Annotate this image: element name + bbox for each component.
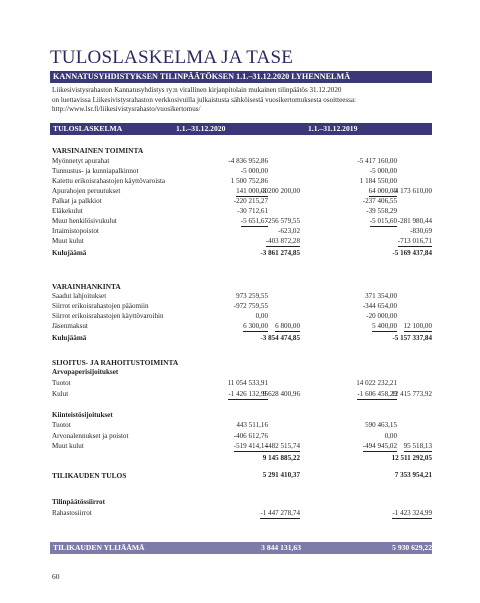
table-row [0, 432, 480, 441]
row-value-c3: -1 606 458,29 [357, 390, 397, 398]
table-row [0, 471, 480, 480]
row-label: Irtaimistopoistot [52, 227, 99, 235]
row-value-c1: 973 259,55 [236, 292, 268, 300]
row-value-c1: -972 759,55 [233, 302, 268, 310]
intro-line: on luettavissa Liikesivistysrahaston verkkosivuilla julkaistusta sähköisestä vuosikertomuksesta osoitteessa: [52, 95, 357, 104]
row-value-c3: 0,00 [384, 432, 397, 440]
table-header-bar [50, 123, 432, 135]
table-row [0, 157, 480, 166]
table-row [0, 207, 480, 216]
row-label: Tunnustus- ja kunniapalkinnot [52, 167, 139, 175]
surplus-bar [50, 542, 432, 554]
row-value-c3: -5 417 160,00 [357, 157, 397, 165]
row-value-c4: -5 157 337,84 [392, 334, 432, 342]
table-row [0, 282, 480, 291]
subtitle-bar: KANNATUSYHDISTYKSEN TILINPÄÄTÖKSEN 1.1.–31.12.2020 LYHENNELMÄ [50, 71, 432, 83]
row-value-c4: -1 423 324,99 [392, 509, 432, 517]
row-value-c1: 1 500 752,86 [230, 177, 268, 185]
row-label: Palkat ja palkkiot [52, 197, 102, 205]
row-label: VARAINHANKINTA [52, 282, 121, 291]
table-row [0, 379, 480, 388]
row-label: SIJOITUS- JA RAHOITUSTOIMINTA [52, 358, 179, 367]
table-row [0, 358, 480, 367]
row-value-c2: 6 800,00 [275, 322, 300, 330]
table-header-label: TULOSLASKELMA [53, 124, 123, 133]
row-value-c1: -220 215,27 [233, 197, 268, 205]
row-label: Rahastosiirrot [52, 509, 92, 517]
row-value-c4: -713 016,71 [397, 237, 432, 245]
row-label: Kulut [52, 390, 69, 398]
intro-url: http://www.lsr.fi/liikesivistysrahasto/vuosikertomus/ [52, 105, 201, 114]
row-value-c2: 9 145 885,22 [262, 454, 300, 462]
row-label: Muut kulut [52, 237, 84, 245]
row-value-c1: -30 712,61 [237, 207, 268, 215]
table-row [0, 421, 480, 430]
row-value-c2: -256 579,55 [265, 217, 300, 225]
row-value-c4: -4 173 610,00 [392, 187, 432, 195]
row-value-c3: -5 015,60 [369, 217, 397, 225]
table-row [0, 411, 480, 420]
row-label: Kulujäämä [52, 249, 87, 257]
page-number: 60 [52, 572, 60, 581]
table-row [0, 390, 480, 399]
table-row [0, 498, 480, 507]
table-row [0, 368, 480, 377]
row-value-c4: 95 518,13 [403, 442, 432, 450]
table-row [0, 217, 480, 226]
row-value-c4: 7 353 954,21 [394, 471, 432, 479]
row-label: Arvonalennukset ja poistot [52, 432, 129, 440]
table-row [0, 146, 480, 155]
row-label: Siirrot erikoisrahastojen käyttövaroihin [52, 312, 164, 320]
row-value-c1: -4 836 952,86 [228, 157, 268, 165]
table-row [0, 237, 480, 246]
intro-line: Liikesivistysrahaston Kannatusyhdistys ry:n virallinen kirjanpitolain mukainen tilinpäätös 31.12.2020 [52, 86, 342, 94]
row-value-c4: -281 980,44 [397, 217, 432, 225]
row-label: Kulujäämä [52, 334, 87, 342]
row-value-c2: -3 200 200,00 [260, 187, 300, 195]
row-value-c4: 12 100,00 [403, 322, 432, 330]
row-value-c1: -5 651,67 [240, 217, 268, 225]
row-value-c1: -406 612,76 [233, 432, 268, 440]
table-row [0, 334, 480, 343]
row-value-c3: 1 184 550,00 [359, 177, 397, 185]
table-row [0, 509, 480, 518]
row-value-c1: -1 426 132,95 [228, 390, 268, 398]
row-value-c3: 14 022 232,21 [356, 379, 397, 387]
table-header-period-current: 1.1.–31.12.2020 [176, 124, 226, 133]
table-row [0, 312, 480, 321]
row-label: Myönnetyt apurahat [52, 157, 110, 165]
table-row [0, 454, 480, 463]
surplus-label: TILIKAUDEN YLIJÄÄMÄ [53, 543, 145, 552]
row-label: Muut henkilösivukulut [52, 217, 117, 225]
row-label: VARSINAINEN TOIMINTA [52, 146, 144, 155]
row-value-c2: -3 861 274,85 [260, 249, 300, 257]
table-row [0, 177, 480, 186]
intro-text [52, 86, 432, 115]
table-row [0, 322, 480, 331]
row-value-c4: -5 169 437,84 [392, 249, 432, 257]
row-label: Apurahojen peruutukset [52, 187, 121, 195]
row-label: Saadut lahjoitukset [52, 292, 107, 300]
row-value-c4: -830,69 [410, 227, 432, 235]
row-value-c1: 443 511,16 [236, 421, 268, 429]
row-label: Tuotot [52, 421, 71, 429]
row-value-c3: 371 354,00 [365, 292, 397, 300]
row-value-c4: 12 511 292,05 [391, 454, 432, 462]
table-row [0, 187, 480, 196]
row-value-c2: 9 628 400,96 [262, 390, 300, 398]
row-value-c4: 12 415 773,92 [391, 390, 432, 398]
row-value-c3: 590 463,15 [365, 421, 397, 429]
row-label: Siirrot erikoisrahastojen pääomiin [52, 302, 149, 310]
row-value-c1: 11 054 533,91 [227, 379, 268, 387]
row-value-c3: -20 000,00 [366, 312, 397, 320]
row-label: Muut kulut [52, 442, 84, 450]
row-label: Eläkekulut [52, 207, 83, 215]
page-title: TULOSLASKELMA JA TASE [50, 47, 294, 68]
row-value-c3: -39 558,29 [366, 207, 397, 215]
table-header-period-previous: 1.1.–31.12.2019 [308, 124, 358, 133]
row-value-c3: -494 945,02 [362, 442, 397, 450]
row-value-c1: 0,00 [255, 312, 268, 320]
row-label: Tilinpäätössiirrot [52, 498, 105, 506]
row-value-c3: -344 654,00 [362, 302, 397, 310]
row-value-c3: -5 000,00 [369, 167, 397, 175]
row-value-c1: 141 000,00 [236, 187, 268, 195]
row-value-c3: 5 400,00 [372, 322, 397, 330]
table-row [0, 227, 480, 236]
table-row [0, 302, 480, 311]
row-value-c1: -5 000,00 [240, 167, 268, 175]
row-label: Jäsenmaksut [52, 322, 88, 330]
row-value-c2: -403 872,28 [265, 237, 300, 245]
surplus-current: 3 844 131,63 [261, 543, 301, 552]
table-row [0, 167, 480, 176]
row-value-c3: -237 406,55 [362, 197, 397, 205]
row-value-c3: 64 000,00 [368, 187, 397, 195]
row-value-c2: -482 515,74 [265, 442, 300, 450]
row-value-c1: -519 414,14 [233, 442, 268, 450]
row-label: Kiinteistösijoitukset [52, 411, 113, 419]
row-label: Arvopaperisijoitukset [52, 368, 119, 376]
row-label: Tuotot [52, 379, 71, 387]
table-row [0, 442, 480, 451]
row-value-c2: -623,02 [278, 227, 300, 235]
surplus-previous: 5 930 629,22 [392, 543, 432, 552]
table-row [0, 292, 480, 301]
table-row [0, 197, 480, 206]
row-value-c1: 6 300,00 [243, 322, 268, 330]
row-value-c2: -1 447 278,74 [260, 509, 300, 517]
table-row [0, 249, 480, 258]
row-label: TILIKAUDEN TULOS [52, 471, 127, 480]
row-value-c2: -3 854 474,85 [260, 334, 300, 342]
row-label: Katettu erikoisrahastojen käyttövaroista [52, 177, 166, 185]
row-value-c2: 5 291 410,37 [262, 471, 300, 479]
